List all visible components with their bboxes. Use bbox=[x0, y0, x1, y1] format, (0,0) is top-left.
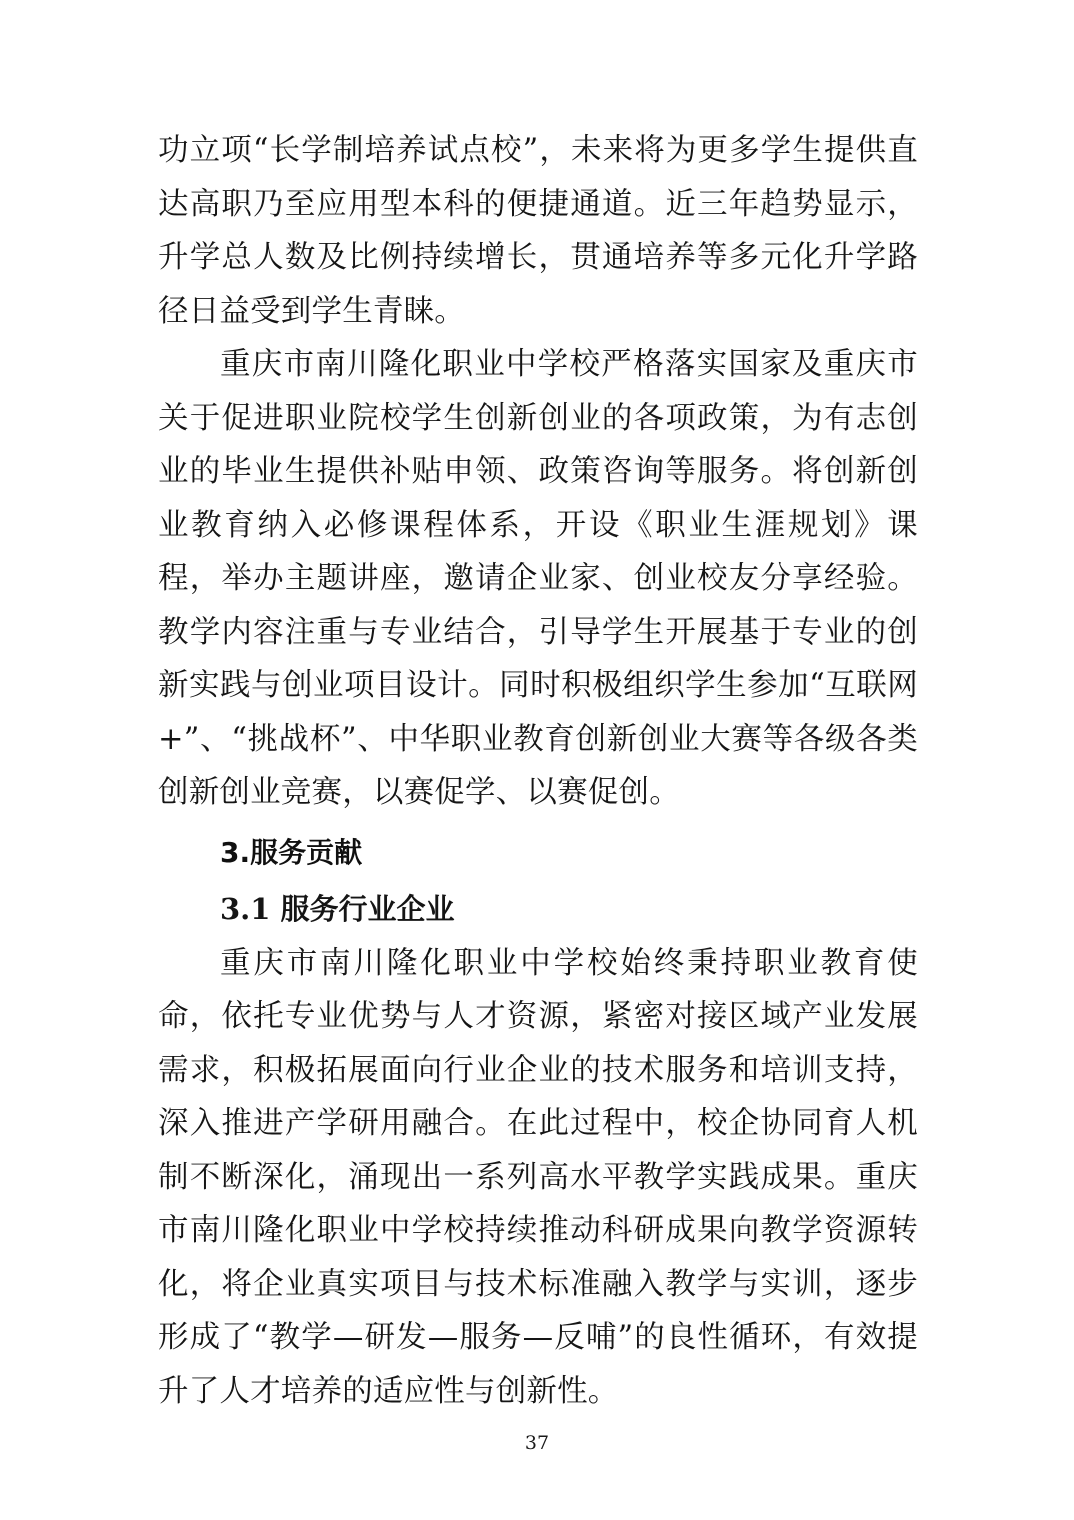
paragraph-innovation-entrepreneurship: 重庆市南川隆化职业中学校严格落实国家及重庆市关于促进职业院校学生创新创业的各项政策，为有志创业的毕业生提供补贴申领、政策咨询等服务。将创新创业教育纳入必修课程体系，开设《职业生涯规划》课程，举办主题讲座，邀请企业家、创业校友分享经验。教学内容注重与专业结合，引导学生开展基于专业的创新实践与创业项目设计。同时积极组织学生参加“互联网+”、“挑战杯”、中华职业教育创新创业大赛等各级各类创新创业竞赛，以赛促学、以赛促创。 bbox=[158, 347, 918, 810]
section-heading-service-contribution: 3.服务贡献 bbox=[220, 835, 363, 869]
page-number: 37 bbox=[524, 1432, 550, 1454]
subsection-heading-serving-industry: 3.1 服务行业企业 bbox=[220, 892, 455, 926]
paragraph-serving-industry-body: 重庆市南川隆化职业中学校始终秉持职业教育使命，依托专业优势与人才资源，紧密对接区域产业发展需求，积极拓展面向行业企业的技术服务和培训支持，深入推进产学研用融合。在此过程中，校企协同育人机制不断深化，涌现出一系列高水平教学实践成果。重庆市南川隆化职业中学校持续推动科研成果向教学资源转化，将企业真实项目与技术标准融入教学与实训，逐步形成了“教学—研发—服务—反哺”的良性循环，有效提升了人才培养的适应性与创新性。 bbox=[158, 945, 918, 1409]
paragraph-continuation: 功立项“长学制培养试点校”，未来将为更多学生提供直达高职乃至应用型本科的便捷通道。近三年趋势显示，升学总人数及比例持续增长，贯通培养等多元化升学路径日益受到学生青睐。 bbox=[158, 133, 918, 329]
page-content bbox=[158, 124, 918, 1418]
